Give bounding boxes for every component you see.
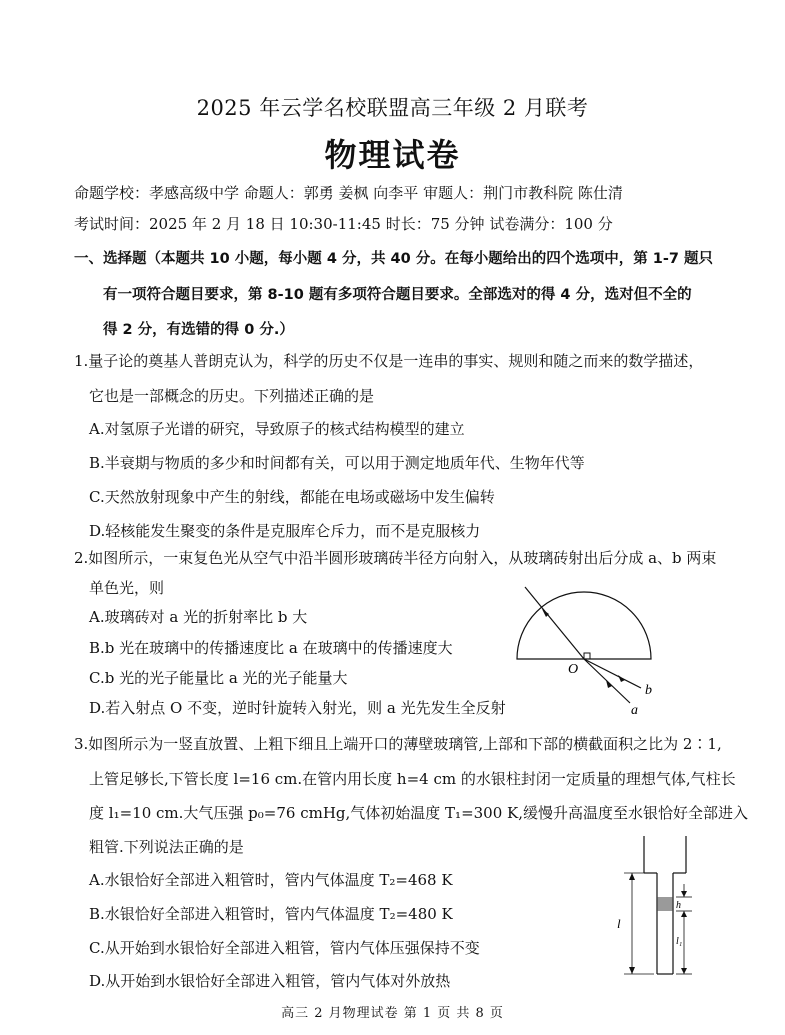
q3-tube-figure (610, 828, 710, 983)
page-title: 物理试卷 (324, 136, 461, 174)
q1-stem-line1: 1.量子论的奠基人普朗克认为，科学的历史不仅是一连串的事实、规则和随之而来的数学描述， (74, 352, 704, 370)
q1-stem-line2: 它也是一部概念的历史。下列描述正确的是 (89, 387, 375, 405)
exam-authors: 命题学校：孝感高级中学 命题人：郭勇 姜枫 向李平 审题人：荆门市教科院 陈仕清 (74, 184, 623, 202)
arrow-down-icon (629, 967, 635, 974)
q1-option-a: A.对氢原子光谱的研究，导致原子的核式结构模型的建立 (89, 420, 465, 438)
ray-a-label: a (631, 703, 638, 718)
q3-stem-line3: 度 l₁=10 cm.大气压强 p₀=76 cmHg,气体初始温度 T₁=300 K,缓慢升高温度至水银恰好全部进入 (89, 804, 749, 822)
q3-stem-line2: 上管足够长,下管长度 l=16 cm.在管内用长度 h=4 cm 的水银柱封闭一定质量的理想气体,气柱长 (89, 770, 736, 788)
q2-glass-block-figure (505, 582, 665, 720)
q3-stem-line1: 3.如图所示为一竖直放置、上粗下细且上端开口的薄壁玻璃管,上部和下部的横截面积之比为 2∶1, (74, 735, 722, 753)
q2-stem-line2: 单色光，则 (89, 579, 165, 597)
q2-option-d: D.若入射点 O 不变，逆时针旋转入射光，则 a 光先发生全反射 (89, 699, 506, 717)
right-angle-mark (584, 653, 590, 659)
label-h: h (676, 900, 681, 911)
exam-time-info: 考试时间：2025 年 2 月 18 日 10:30-11:45 时长：75 分钟 试卷满分：100 分 (74, 215, 613, 233)
ray-b-label: b (645, 683, 652, 698)
label-l1: l₁ (676, 936, 683, 947)
q2-option-a: A.玻璃砖对 a 光的折射率比 b 大 (89, 608, 308, 626)
q2-option-b: B.b 光在玻璃中的传播速度比 a 在玻璃中的传播速度大 (89, 639, 453, 657)
arrow-up-icon (629, 873, 635, 880)
arrow-up-icon (681, 911, 687, 917)
q1-option-b: B.半衰期与物质的多少和时间都有关，可以用于测定地质年代、生物年代等 (89, 454, 585, 472)
exam-subtitle: 2025 年云学名校联盟高三年级 2 月联考 (196, 96, 589, 120)
q3-stem-line4: 粗管.下列说法正确的是 (89, 838, 244, 856)
ray-b (584, 659, 641, 688)
ray-b-arrow-icon (618, 675, 625, 682)
section-instructions-line2: 有一项符合题目要求，第 8-10 题有多项符合题目要求。全部选对的得 4 分，选对但不全的 (103, 287, 692, 303)
q3-option-c: C.从开始到水银恰好全部进入粗管，管内气体压强保持不变 (89, 939, 480, 957)
q1-option-d: D.轻核能发生聚变的条件是克服库仑斥力，而不是克服核力 (89, 522, 481, 540)
section-instructions-line3: 得 2 分，有选错的得 0 分.） (103, 322, 294, 338)
section-instructions-line1: 一、选择题（本题共 10 小题，每小题 4 分，共 40 分。在每小题给出的四个选项中，第 1-7 题只 (74, 251, 714, 267)
arrow-down-icon (681, 891, 687, 897)
q2-option-c: C.b 光的光子能量比 a 光的光子能量大 (89, 669, 348, 687)
ray-a-arrow-icon (606, 680, 612, 688)
incident-ray (525, 587, 584, 659)
arrow-down-icon (681, 968, 687, 974)
page-footer: 高三 2 月物理试卷 第 1 页 共 8 页 (281, 1006, 504, 1021)
q2-stem-line1: 2.如图所示，一束复色光从空气中沿半圆形玻璃砖半径方向射入，从玻璃砖射出后分成 a、b 两束 (74, 549, 717, 567)
point-o-label: O (568, 662, 579, 677)
q1-option-c: C.天然放射现象中产生的射线，都能在电场或磁场中发生偏转 (89, 488, 495, 506)
mercury-column (658, 897, 673, 911)
q3-option-d: D.从开始到水银恰好全部进入粗管，管内气体对外放热 (89, 972, 451, 990)
q3-option-b: B.水银恰好全部进入粗管时，管内气体温度 T₂=480 K (89, 905, 453, 923)
q3-option-a: A.水银恰好全部进入粗管时，管内气体温度 T₂=468 K (89, 871, 453, 889)
label-l: l (617, 916, 621, 931)
